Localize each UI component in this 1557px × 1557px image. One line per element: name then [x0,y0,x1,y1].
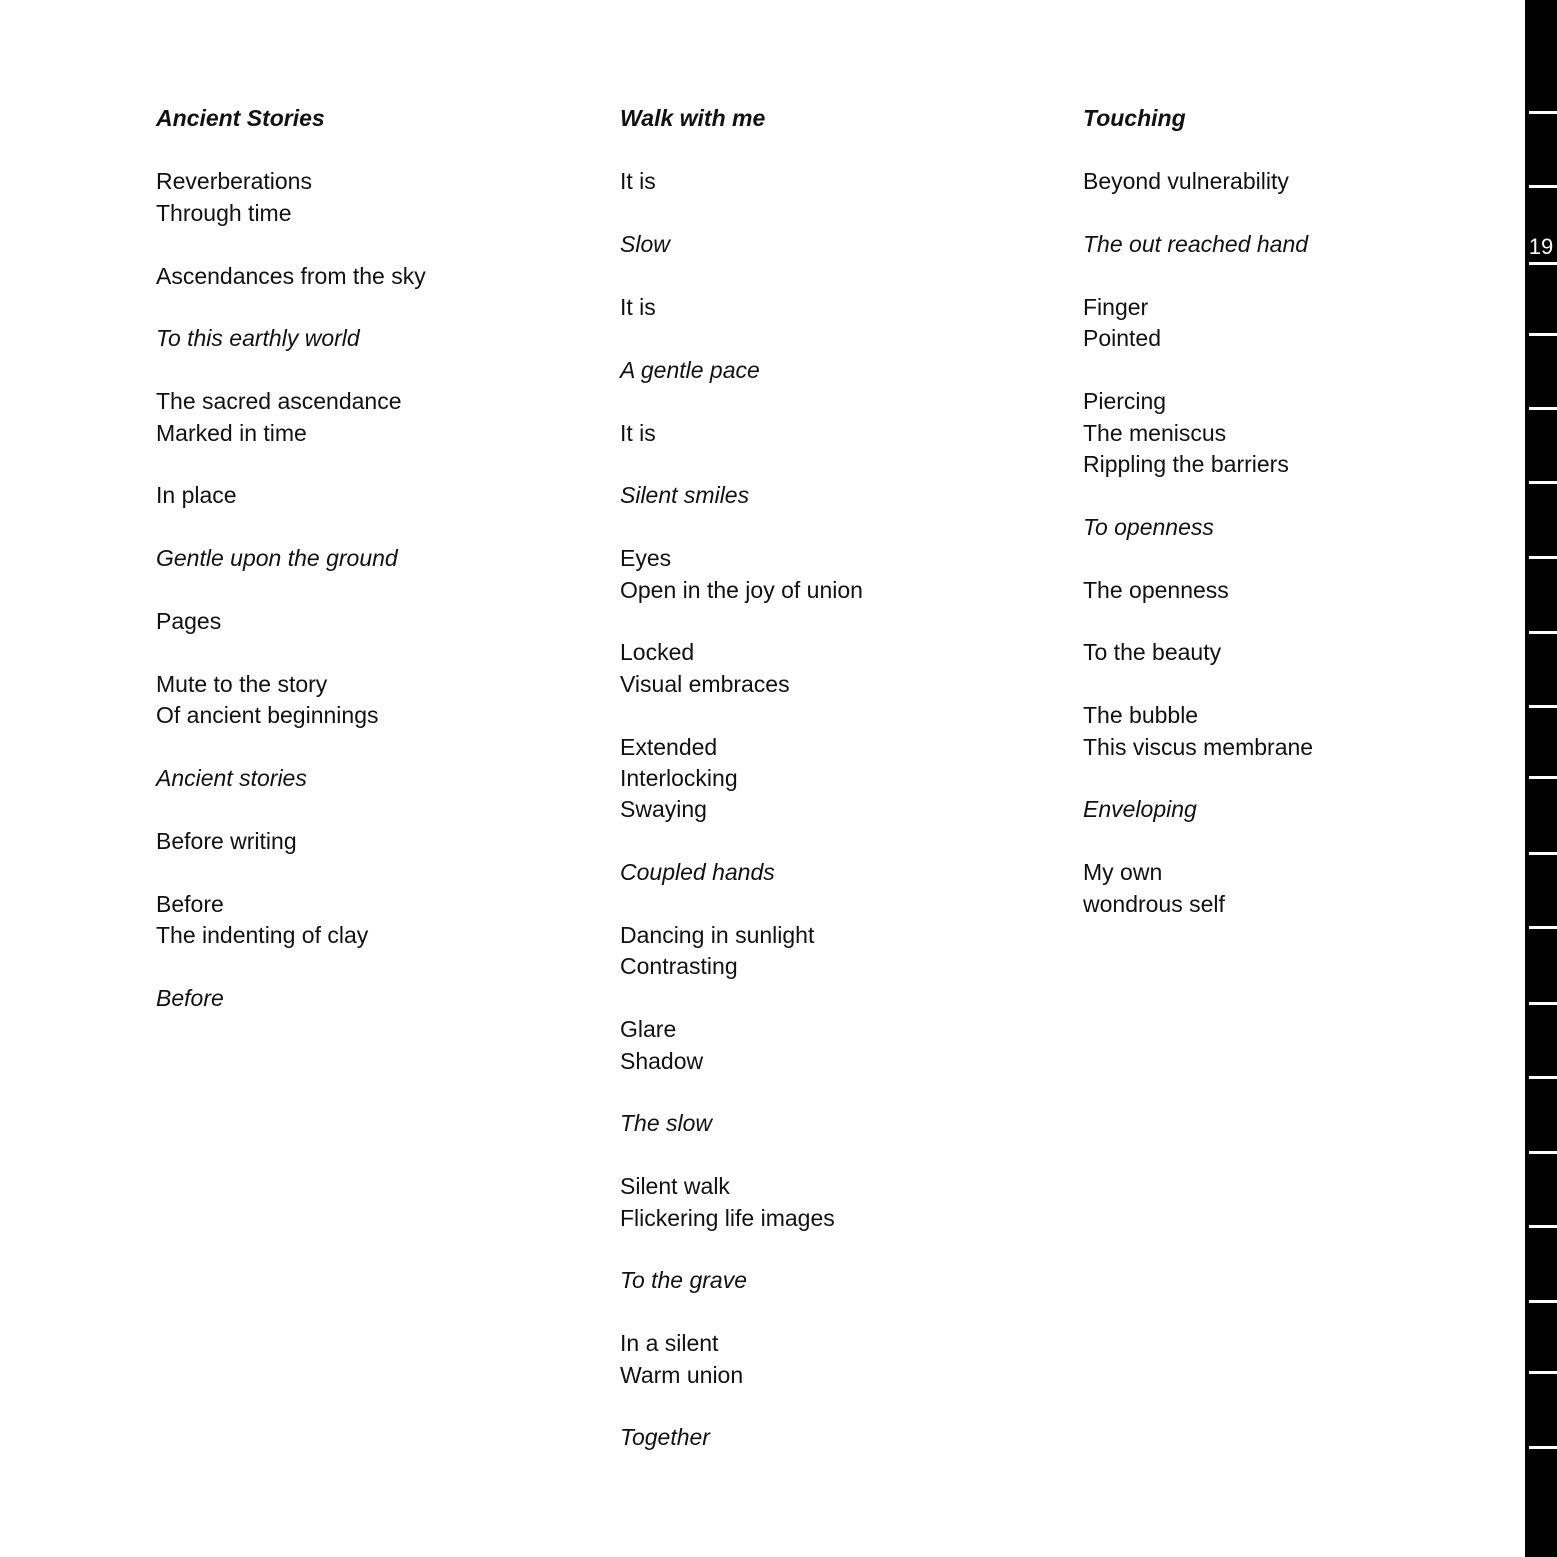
poem-line: It is [620,419,656,446]
poem-line: To the beauty [1083,639,1222,666]
stanza [156,606,596,637]
poem-line: Enveloping [1083,796,1197,823]
poem-line: The slow [620,1110,713,1137]
stanza [1083,229,1523,260]
poem-line: This viscus membrane [1083,733,1314,760]
poem-line: The bubble [1083,702,1199,729]
tab-tick [1529,705,1557,708]
edge-tab-strip [1525,0,1557,1557]
poem-line: Pointed [1083,325,1162,352]
poem-line: It is [620,294,656,320]
stanza [620,543,1060,606]
tab-tick [1529,185,1557,188]
stanza [1083,857,1523,920]
tab-tick [1529,111,1557,114]
poem-column-ancient-stories [156,103,596,1046]
stanza [156,166,596,229]
poem-line: Warm union [620,1361,744,1388]
poem-line: Together [620,1424,710,1451]
stanza [156,983,596,1014]
poem-column-touching [1083,103,1523,951]
stanza [1083,700,1523,763]
poem-line: Mute to the story [156,670,328,697]
stanza [620,480,1060,511]
tab-tick [1529,1076,1557,1079]
stanza [156,261,596,292]
poem-line: It is [620,168,656,195]
tab-tick [1529,262,1557,265]
poem-line: Contrasting [620,953,738,980]
stanza [620,355,1060,386]
poem-line: In place [156,482,237,509]
stanza [1083,292,1523,355]
poem-line: A gentle pace [620,356,760,383]
poem-line: Silent walk [620,1173,730,1200]
tab-tick [1529,407,1557,410]
tab-tick [1529,1225,1557,1228]
tab-tick [1529,1371,1557,1374]
tab-tick [1529,926,1557,929]
poem-line: Slow [620,231,670,258]
poem-line: The sacred ascendance [156,388,402,415]
poem-line: Silent smiles [620,482,750,509]
poem-line: The meniscus [1083,419,1227,446]
stanza [620,1265,1060,1296]
stanza [1083,166,1523,197]
stanza [156,386,596,449]
stanza [156,480,596,511]
stanza [620,637,1060,700]
stanza [620,418,1060,449]
poem-line: Beyond vulnerability [1083,168,1289,195]
poem-line: To openness [1083,513,1214,540]
stanza [1083,794,1523,825]
poem-line: The indenting of clay [156,922,369,948]
poem-line: Dancing in sunlight [620,922,815,948]
poem-title: Touching [1083,105,1186,131]
tab-tick [1529,1300,1557,1303]
poem-line: Before writing [156,827,297,854]
poem-line: The out reached hand [1083,231,1309,258]
tab-tick [1529,1151,1557,1154]
tab-tick [1529,1446,1557,1449]
poem-line: Rippling the barriers [1083,451,1289,478]
poem-line: To the grave [620,1267,748,1294]
tab-tick [1529,1002,1557,1005]
poem-title: Ancient Stories [156,105,325,131]
poem-line: Swaying [620,796,707,823]
poem-line: Extended [620,733,718,760]
poem-line: Ascendances from the sky [156,262,426,289]
poem-line: Before [156,890,224,917]
tab-tick [1529,776,1557,779]
poem-line: Locked [620,639,695,666]
poem-column-walk-with-me [620,103,1060,1485]
tab-tick [1529,631,1557,634]
poem-line: Finger [1083,294,1149,320]
poem-line: wondrous self [1083,890,1225,917]
poem-line: Open in the joy of union [620,576,863,603]
stanza [620,920,1060,983]
stanza [1083,637,1523,668]
poem-line: Marked in time [156,419,307,446]
poem-line: My own [1083,859,1163,886]
stanza [156,826,596,857]
stanza [1083,386,1523,480]
poem-line: To this earthly world [156,325,360,352]
poem-line: Of ancient beginnings [156,702,379,729]
stanza [156,763,596,794]
stanza [156,889,596,952]
poem-line: Through time [156,199,292,226]
stanza [620,1014,1060,1077]
poem-line: Flickering life images [620,1204,835,1231]
tab-tick [1529,556,1557,559]
poem-line: Before [156,984,224,1011]
poem-title: Walk with me [620,105,766,131]
stanza [620,732,1060,826]
stanza [156,543,596,574]
poem-line: Reverberations [156,168,312,195]
stanza [620,166,1060,197]
poem-line: In a silent [620,1330,719,1357]
poem-line: Ancient stories [156,765,307,791]
poem-line: Eyes [620,545,672,572]
tab-tick [1529,481,1557,484]
stanza [1083,512,1523,543]
page-number: 19 [1528,234,1554,259]
poem-line: Piercing [1083,388,1167,415]
poem-line: Gentle upon the ground [156,545,398,572]
poem-line: Visual embraces [620,670,790,697]
stanza [620,292,1060,323]
tab-tick [1529,333,1557,336]
poem-line: Pages [156,608,222,634]
poem-line: Glare [620,1016,677,1043]
stanza [156,323,596,354]
stanza [620,1328,1060,1391]
poem-line: Shadow [620,1047,704,1074]
stanza [1083,575,1523,606]
poem-line: The openness [1083,576,1229,603]
stanza [620,1422,1060,1453]
stanza [156,669,596,732]
stanza [620,229,1060,260]
stanza [620,857,1060,888]
stanza [620,1171,1060,1234]
stanza [620,1108,1060,1139]
tab-tick [1529,852,1557,855]
poem-line: Interlocking [620,765,738,791]
poem-line: Coupled hands [620,859,775,886]
